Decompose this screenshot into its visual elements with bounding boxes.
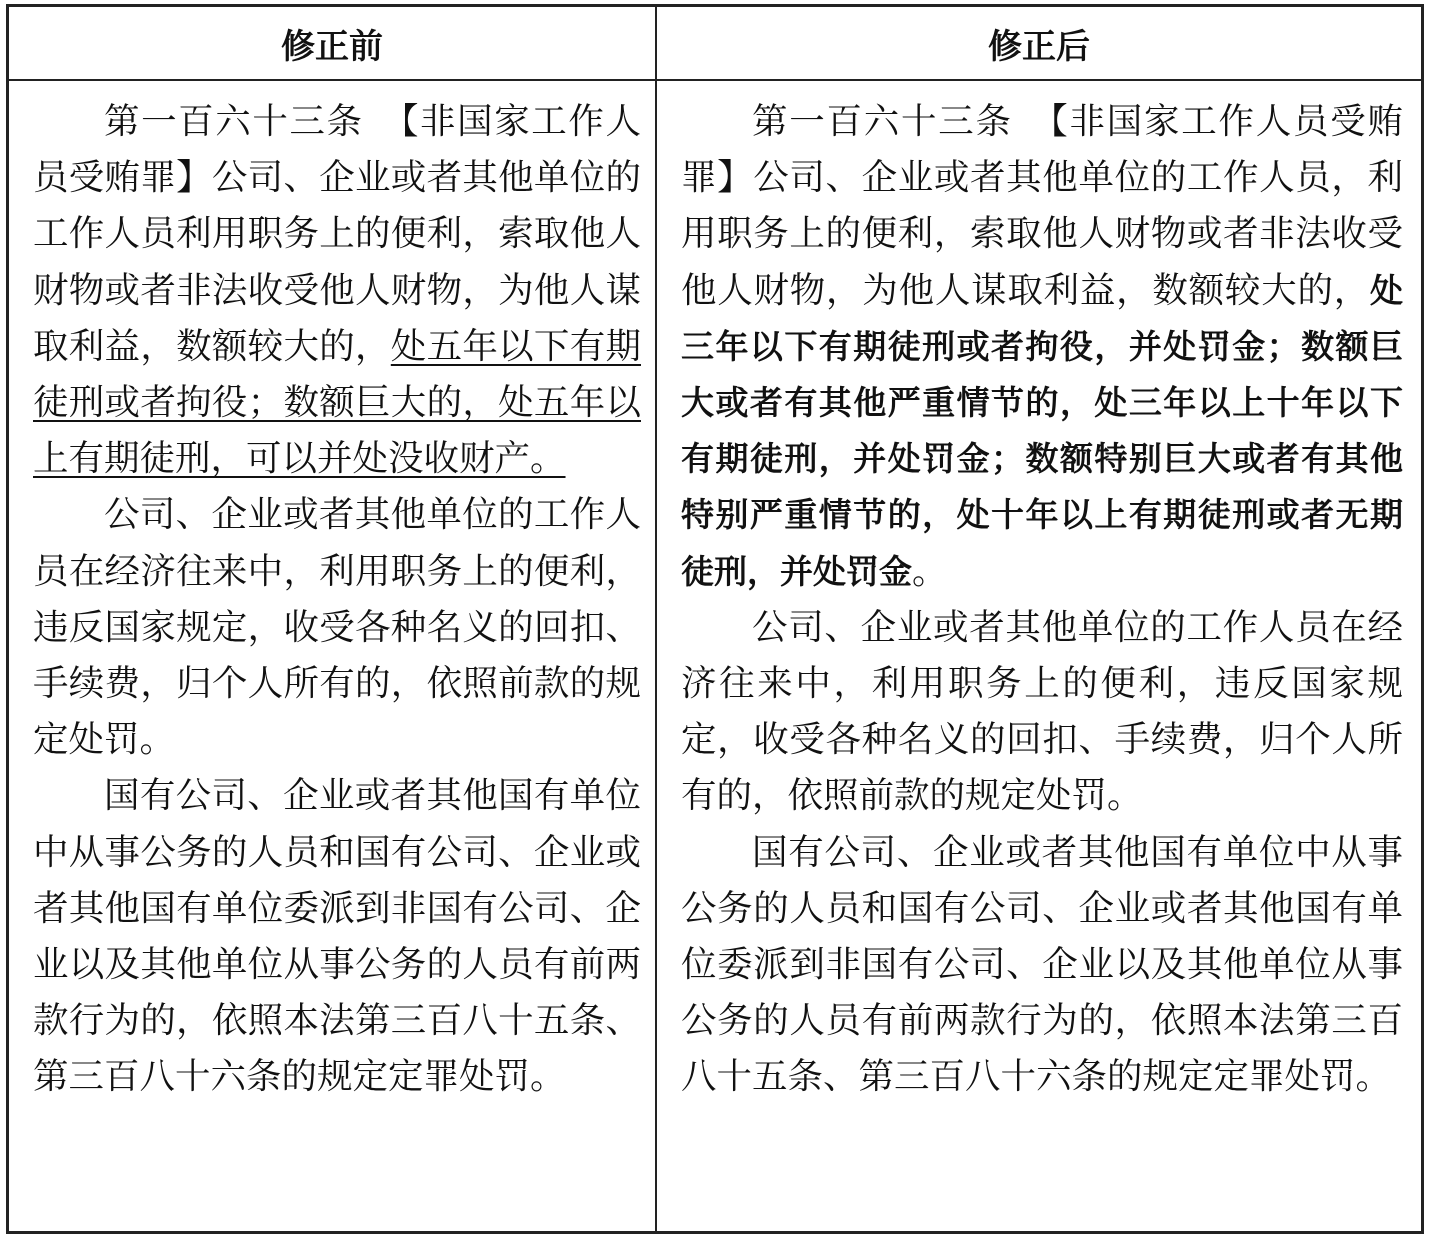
before-column [9,81,657,1231]
before-content [9,81,655,1106]
after-p1-text: 第一百六十三条 【非国家工作人员受贿罪】公司、企业或者其他单位的工作人员，利用职务上的便利，索取他人财物或者非法收受他人财物，为他人谋取利益，数额较大的， [681,101,1403,311]
after-paragraph-2: 公司、企业或者其他单位的工作人员在经济往来中，利用职务上的便利，违反国家规定，收受各种名义的回扣、手续费，归个人所有的，依照前款的规定处罚。 [681,606,1403,817]
table-body-row [9,81,1421,1231]
after-content [657,81,1421,1106]
before-p1-underlined: 处五年以下有期徒刑或者拘役；数额巨大的，处五年以上有期徒刑，可以并处没收财产。 [33,325,641,480]
after-p1-bold: 处三年以下有期徒刑或者拘役，并处罚金；数额巨大或者有其他严重情节的，处三年以上十年以下有期徒刑，并处罚金；数额特别巨大或者有其他特别严重情节的，处十年以上有期徒刑或者无期徒刑，并处罚金 [681,270,1403,591]
before-paragraph-2: 公司、企业或者其他单位的工作人员在经济往来中，利用职务上的便利，违反国家规定，收受各种名义的回扣、手续费，归个人所有的，依照前款的规定处罚。 [33,494,641,761]
table-header-row [9,7,1421,81]
before-p1-text: 第一百六十三条 【非国家工作人员受贿罪】公司、企业或者其他单位的工作人员利用职务上的便利，索取他人财物或者非法收受他人财物，为他人谋取利益，数额较大的， [33,101,641,367]
before-paragraph-3: 国有公司、企业或者其他国有单位中从事公务的人员和国有公司、企业或者其他国有单位委派到非国有公司、企业以及其他单位从事公务的人员有前两款行为的，依照本法第三百八十五条、第三百八十六条的规定定罪处罚。 [33,775,641,1098]
after-p1-end: 。 [912,550,948,592]
after-paragraph-1 [681,94,1403,600]
header-after: 修正后 [988,26,1090,67]
before-paragraph-1 [33,94,641,487]
header-before: 修正前 [9,7,657,79]
after-column [657,81,1421,1231]
comparison-table [6,4,1424,1234]
after-paragraph-3: 国有公司、企业或者其他国有单位中从事公务的人员和国有公司、企业或者其他国有单位委派到非国有公司、企业以及其他单位从事公务的人员有前两款行为的，依照本法第三百八十五条、第三百八十六条的规定定罪处罚。 [681,831,1403,1098]
